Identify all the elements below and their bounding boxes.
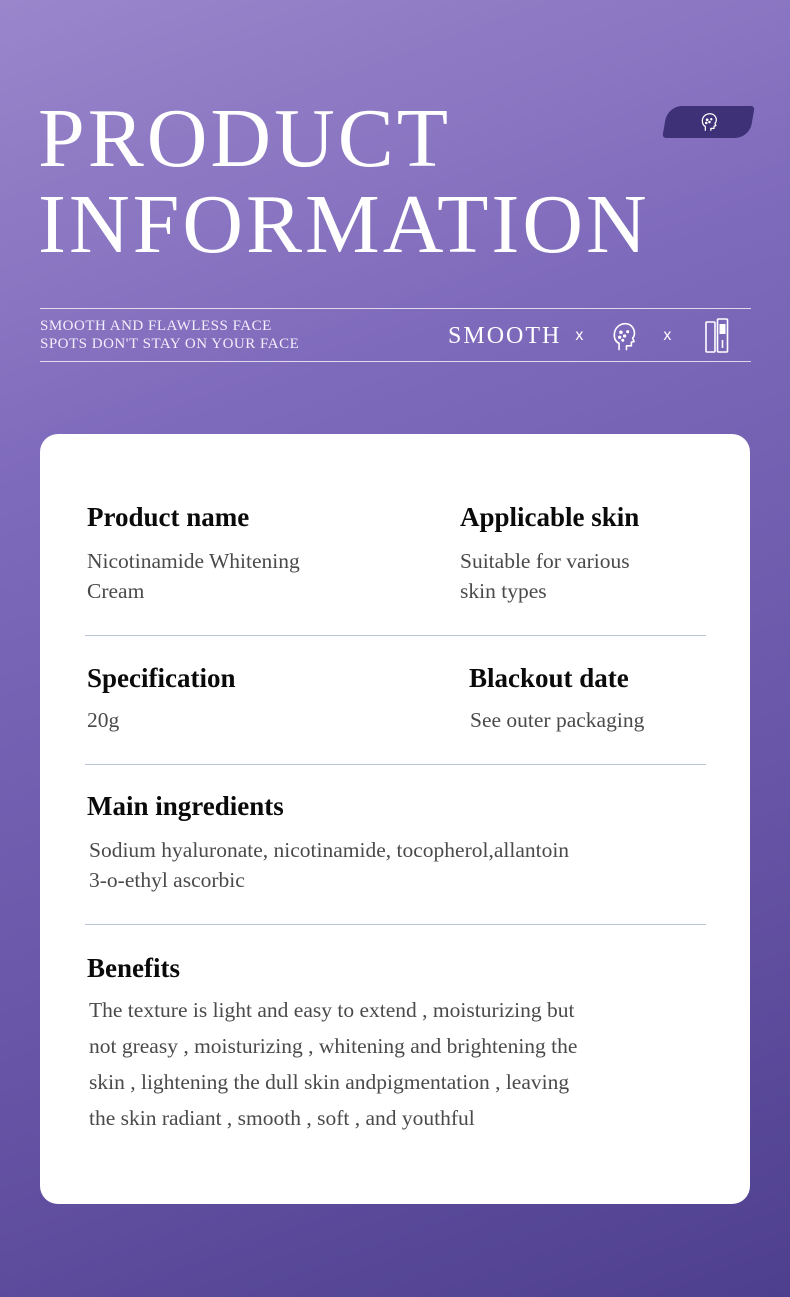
separator-x: x	[663, 327, 672, 344]
blackout-date-value: See outer packaging	[470, 708, 645, 732]
title-line-information: INFORMATION	[38, 178, 650, 271]
section-divider	[85, 764, 706, 765]
applicable-skin-heading: Applicable skin	[460, 502, 640, 532]
applicable-skin-line: Suitable for various	[460, 549, 630, 573]
benefits-heading: Benefits	[87, 953, 180, 983]
feature-strip	[448, 318, 750, 354]
header-bottom-rule	[40, 361, 751, 362]
blackout-date-heading: Blackout date	[469, 663, 629, 693]
specification-value: 20g	[87, 708, 120, 732]
main-ingredients-line: 3-o-ethyl ascorbic	[89, 868, 245, 892]
specification-heading: Specification	[87, 663, 236, 693]
header-top-rule	[40, 308, 751, 309]
benefits-line: The texture is light and easy to extend , moisturizing but	[89, 998, 575, 1022]
main-ingredients-heading: Main ingredients	[87, 791, 284, 821]
separator-x: x	[575, 327, 584, 344]
cream-tube-icon	[705, 318, 729, 354]
applicable-skin-line: skin types	[460, 579, 547, 603]
product-name-line: Nicotinamide Whitening	[87, 549, 300, 573]
applicable-skin-value	[460, 546, 630, 606]
benefits-line: not greasy , moisturizing , whitening and brightening the	[89, 1034, 578, 1058]
product-name-value	[87, 546, 300, 606]
main-ingredients-line: Sodium hyaluronate, nicotinamide, tocopherol,allantoin	[89, 838, 570, 862]
tagline-line-1: SMOOTH AND FLAWLESS FACE	[40, 318, 272, 334]
benefits-line: skin , lightening the dull skin andpigmentation , leaving	[89, 1070, 570, 1094]
title-line-product: PRODUCT	[38, 92, 452, 185]
benefits-line: the skin radiant , smooth , soft , and youthful	[89, 1106, 475, 1130]
product-info-card	[40, 434, 750, 1204]
section-divider	[85, 924, 706, 925]
product-name-line: Cream	[87, 579, 145, 603]
face-badge	[662, 106, 755, 138]
benefits-value	[89, 992, 577, 1136]
face-icon	[609, 320, 639, 352]
product-name-heading: Product name	[87, 502, 250, 532]
tagline	[40, 317, 299, 353]
face-icon	[698, 111, 720, 133]
smooth-label: SMOOTH	[448, 322, 562, 349]
tagline-line-2: SPOTS DON'T STAY ON YOUR FACE	[40, 336, 300, 352]
main-ingredients-value	[89, 835, 569, 895]
page-title	[38, 92, 650, 271]
section-divider	[85, 635, 706, 636]
